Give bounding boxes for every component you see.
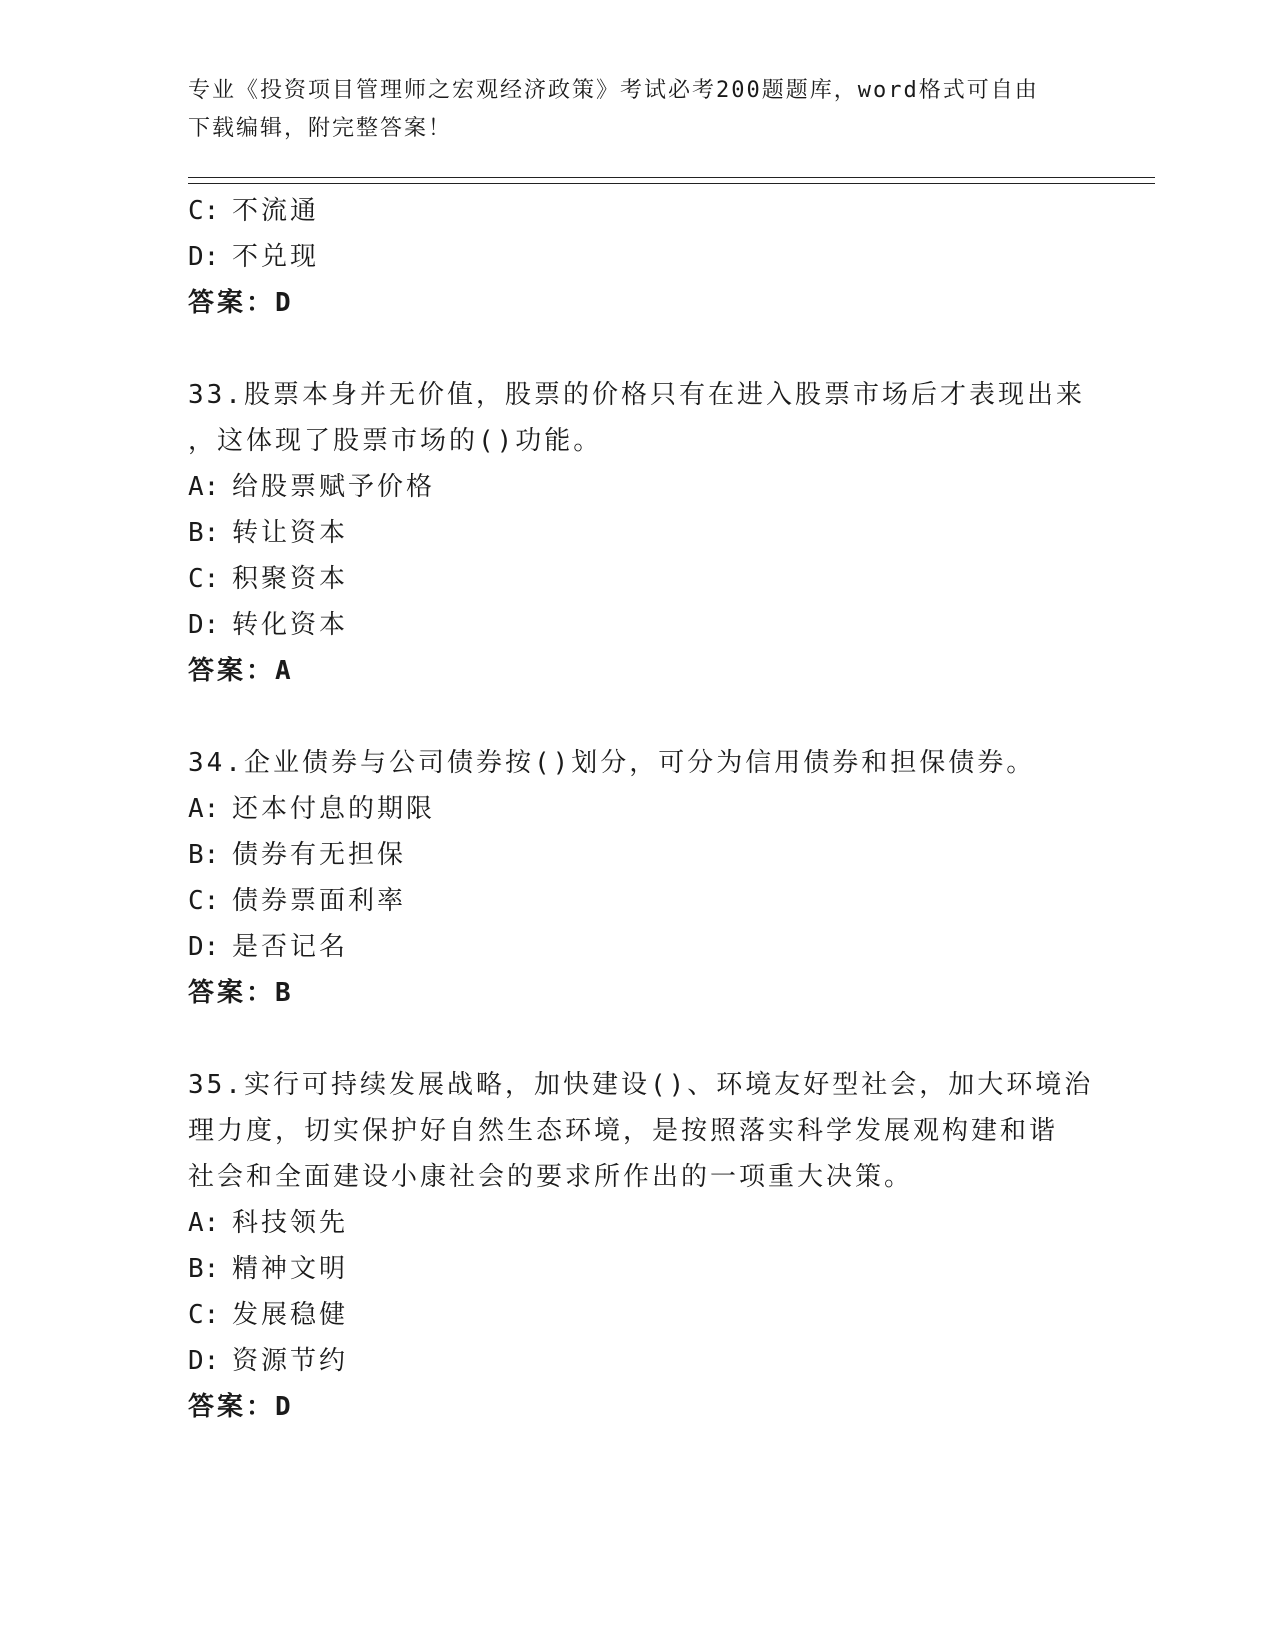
option-key: D: <box>188 932 220 962</box>
option-key: D: <box>188 610 220 640</box>
option-key: B: <box>188 518 220 548</box>
option-key: D: <box>188 1346 220 1376</box>
option-c <box>188 1292 1088 1338</box>
option-c <box>188 556 1088 602</box>
option-key: A: <box>188 1208 220 1238</box>
option-d <box>188 602 1088 648</box>
option-text: 转让资本 <box>232 518 349 548</box>
option-text: 科技领先 <box>232 1208 349 1238</box>
option-key: B: <box>188 840 220 870</box>
option-text: 积聚资本 <box>232 564 349 594</box>
option-d <box>188 1338 1088 1384</box>
option-text: 发展稳健 <box>232 1300 349 1330</box>
option-text: 转化资本 <box>232 610 349 640</box>
question-35-line-2: 理力度，切实保护好自然生态环境，是按照落实科学发展观构建和谐 <box>188 1116 1059 1146</box>
question-34-line-1: 34.企业债券与公司债券按()划分，可分为信用债券和担保债券。 <box>188 748 1036 778</box>
option-a <box>188 786 1088 832</box>
answer-line: 答案：D <box>188 288 294 318</box>
option-a <box>188 1200 1088 1246</box>
spacer <box>188 1016 1088 1062</box>
option-text: 债券有无担保 <box>232 840 407 870</box>
option-text: 是否记名 <box>232 932 349 962</box>
option-key: C: <box>188 564 220 594</box>
answer-line: 答案：D <box>188 1392 294 1422</box>
option-text: 债券票面利率 <box>232 886 407 916</box>
option-text: 不流通 <box>232 196 320 226</box>
spacer <box>188 694 1088 740</box>
answer-line: 答案：A <box>188 656 294 686</box>
option-d <box>188 924 1088 970</box>
question-list <box>188 188 1094 1430</box>
option-text: 精神文明 <box>232 1254 349 1284</box>
option-d <box>188 234 1088 280</box>
option-text: 给股票赋予价格 <box>232 472 436 502</box>
option-text: 资源节约 <box>232 1346 349 1376</box>
header-divider-top <box>188 177 1155 178</box>
header-line-2: 下载编辑，附完整答案！ <box>188 116 453 141</box>
header-divider-bottom <box>188 183 1155 184</box>
option-b <box>188 1246 1088 1292</box>
question-35-line-3: 社会和全面建设小康社会的要求所作出的一项重大决策。 <box>188 1162 914 1192</box>
question-33-line-2: ，这体现了股票市场的()功能。 <box>188 426 603 456</box>
option-a <box>188 464 1088 510</box>
answer-line: 答案：B <box>188 978 294 1008</box>
question-33-line-1: 33.股票本身并无价值，股票的价格只有在进入股票市场后才表现出来 <box>188 380 1085 410</box>
option-key: C: <box>188 886 220 916</box>
option-c <box>188 188 1088 234</box>
spacer <box>188 326 1088 372</box>
option-key: A: <box>188 794 220 824</box>
question-35-line-1: 35.实行可持续发展战略，加快建设()、环境友好型社会，加大环境治 <box>188 1070 1094 1100</box>
option-text: 还本付息的期限 <box>232 794 436 824</box>
option-text: 不兑现 <box>232 242 320 272</box>
option-c <box>188 878 1088 924</box>
option-key: A: <box>188 472 220 502</box>
option-b <box>188 832 1088 878</box>
header-line-1: 专业《投资项目管理师之宏观经济政策》考试必考200题题库，word格式可自由 <box>188 78 1039 103</box>
document-header <box>188 72 1088 148</box>
option-b <box>188 510 1088 556</box>
option-key: C: <box>188 196 220 226</box>
option-key: C: <box>188 1300 220 1330</box>
option-key: D: <box>188 242 220 272</box>
option-key: B: <box>188 1254 220 1284</box>
